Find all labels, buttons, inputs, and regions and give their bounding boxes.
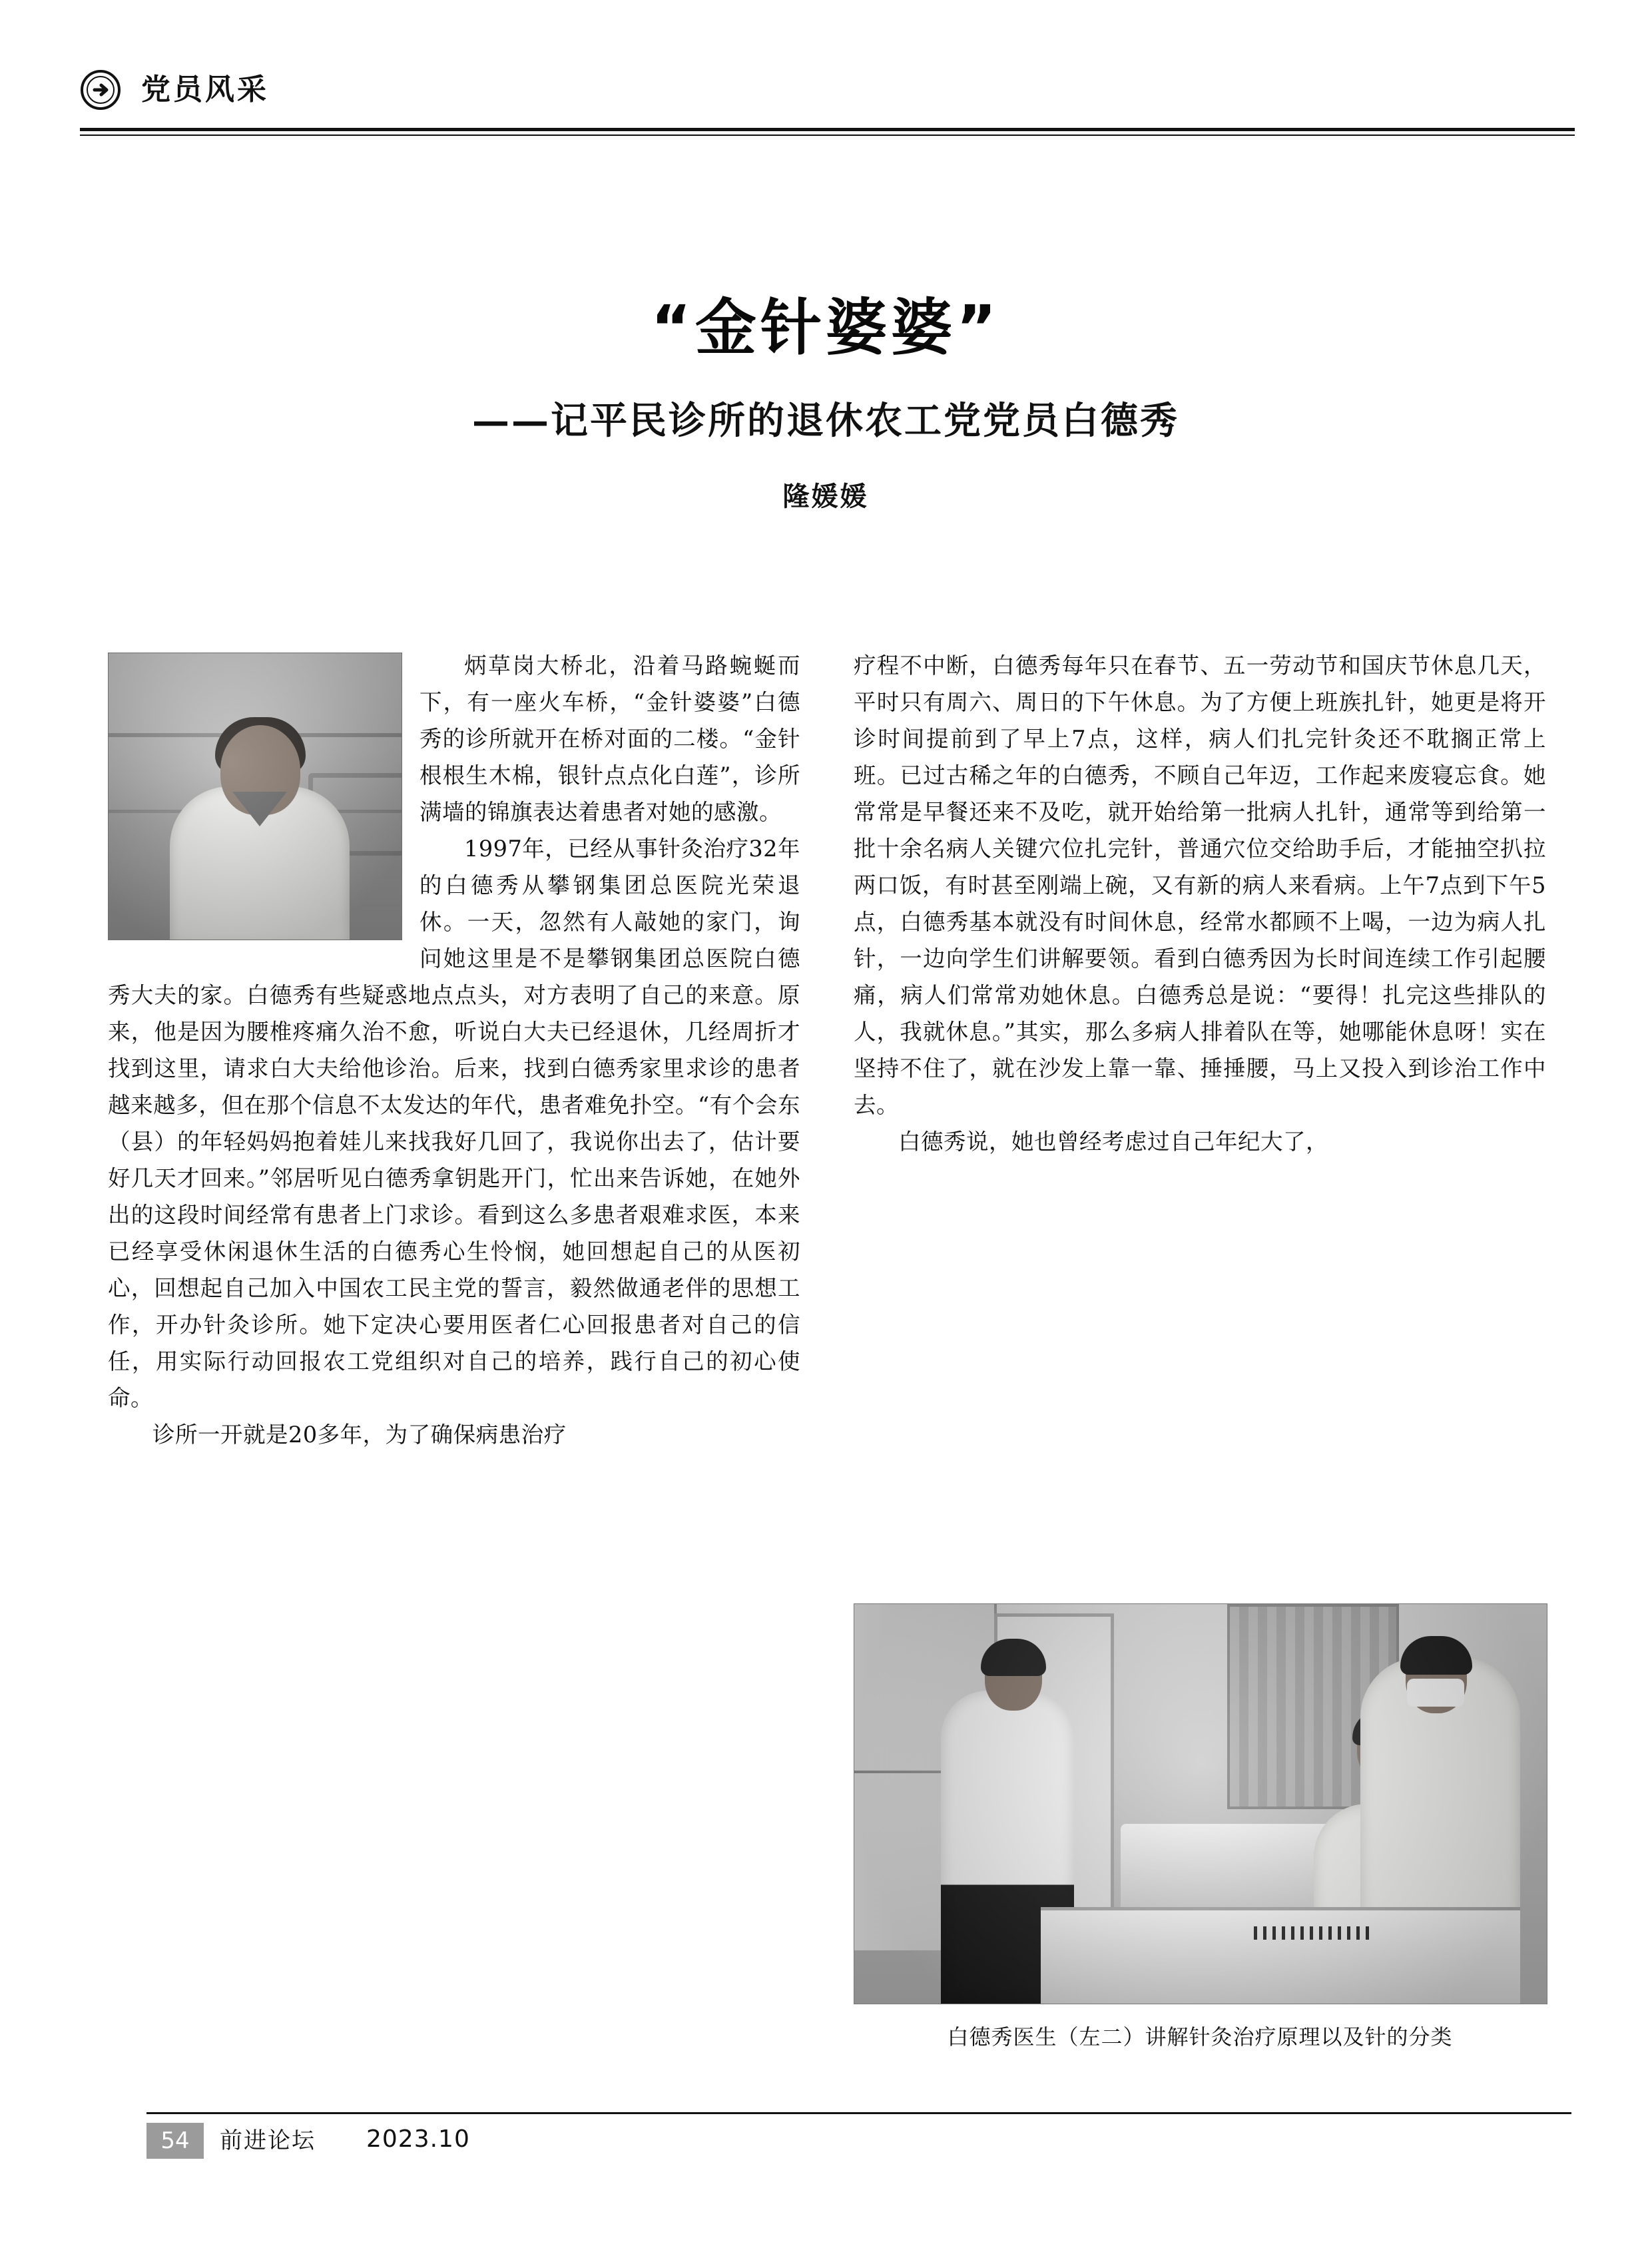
section-title: 党员风采 xyxy=(141,73,269,107)
article-author: 隆媛媛 xyxy=(782,481,869,512)
issue-date: 2023.10 xyxy=(366,2125,470,2153)
figure-block xyxy=(854,1603,1546,2051)
portrait-photo xyxy=(108,653,402,940)
article-subtitle: ——记平民诊所的退休农工党党员白德秀 xyxy=(472,398,1179,443)
paragraph: 疗程不中断，白德秀每年只在春节、五一劳动节和国庆节休息几天，平时只有周六、周日的下午休息。为了方便上班族扎针，她更是将开诊时间提前到了早上7点，这样，病人们扎完针灸还不耽搁正常上班。已过古稀之年的白德秀，不顾自己年迈，工作起来废寝忘食。她常常是早餐还来不及吃，就开始给第一批病人扎针，通常等到给第一批十余名病人关键穴位扎完针，普通穴位交给助手后，才能抽空扒拉两口饭，有时甚至刚端上碗，又有新的病人来看病。上午7点到下午5点，白德秀基本就没有时间休息，经常水都顾不上喝，一边为病人扎针，一边向学生们讲解要领。看到白德秀因为长时间连续工作引起腰痛，病人们常常劝她休息。白德秀总是说：“要得！扎完这些排队的人，我就休息。”其实，那么多病人排着队在等，她哪能休息呀！实在坚持不住了，就在沙发上靠一靠、捶捶腰，马上又投入到诊治工作中去。 xyxy=(854,653,1546,1118)
footer-rule xyxy=(146,2112,1571,2114)
page-footer xyxy=(146,2112,1571,2159)
page-number: 54 xyxy=(146,2123,204,2159)
clinic-photo xyxy=(854,1603,1547,2004)
body-column-left xyxy=(108,647,800,1453)
paragraph: 白德秀说，她也曾经考虑过自己年纪大了， xyxy=(898,1129,1328,1155)
body-column-right xyxy=(854,647,1546,1160)
header-rule-thin xyxy=(80,135,1575,136)
arrow-circle-icon xyxy=(80,69,121,111)
header-rule-thick xyxy=(80,128,1575,131)
paragraph: 1997年，已经从事针灸治疗32年的白德秀从攀钢集团总医院光荣退休。一天，忽然有人敲她的家门，询问她这里是不是攀钢集团总医院白德秀大夫的家。白德秀有些疑惑地点点头，对方表明了自己的来意。原来，他是因为腰椎疼痛久治不愈，听说白大夫已经退休，几经周折才找到这里，请求白大夫给他诊治。后来，找到白德秀家里求诊的患者越来越多，但在那个信息不太发达的年代，患者难免扑空。“有个会东（县）的年轻妈妈抱着娃儿来找我好几回了，我说你出去了，估计要好几天才回来。”邻居听见白德秀拿钥匙开门，忙出来告诉她，在她外出的这段时间经常有患者上门求诊。看到这么多患者艰难求医，本来已经享受休闲退休生活的白德秀心生怜悯，她回想起自己的从医初心，回想起自己加入中国农工民主党的誓言，毅然做通老伴的思想工作，开办针灸诊所。她下定决心要用医者仁心回报患者对自己的信任，用实际行动回报农工党组织对自己的培养，践行自己的初心使命。 xyxy=(108,836,800,1411)
paragraph: 诊所一开就是20多年，为了确保病患治疗 xyxy=(152,1422,567,1448)
paragraph: 炳草岗大桥北，沿着马路蜿蜒而下，有一座火车桥，“金针婆婆”白德秀的诊所就开在桥对面的二楼。“金针根根生木棉，银针点点化白莲”，诊所满墙的锦旗表达着患者对她的感激。 xyxy=(419,653,800,825)
article-title: “金针婆婆” xyxy=(651,292,1001,364)
article-title-block xyxy=(120,293,1531,513)
figure-caption: 白德秀医生（左二）讲解针灸治疗原理以及针的分类 xyxy=(947,2024,1453,2050)
page-header xyxy=(80,64,1575,137)
publication-name: 前进论坛 xyxy=(220,2127,316,2154)
